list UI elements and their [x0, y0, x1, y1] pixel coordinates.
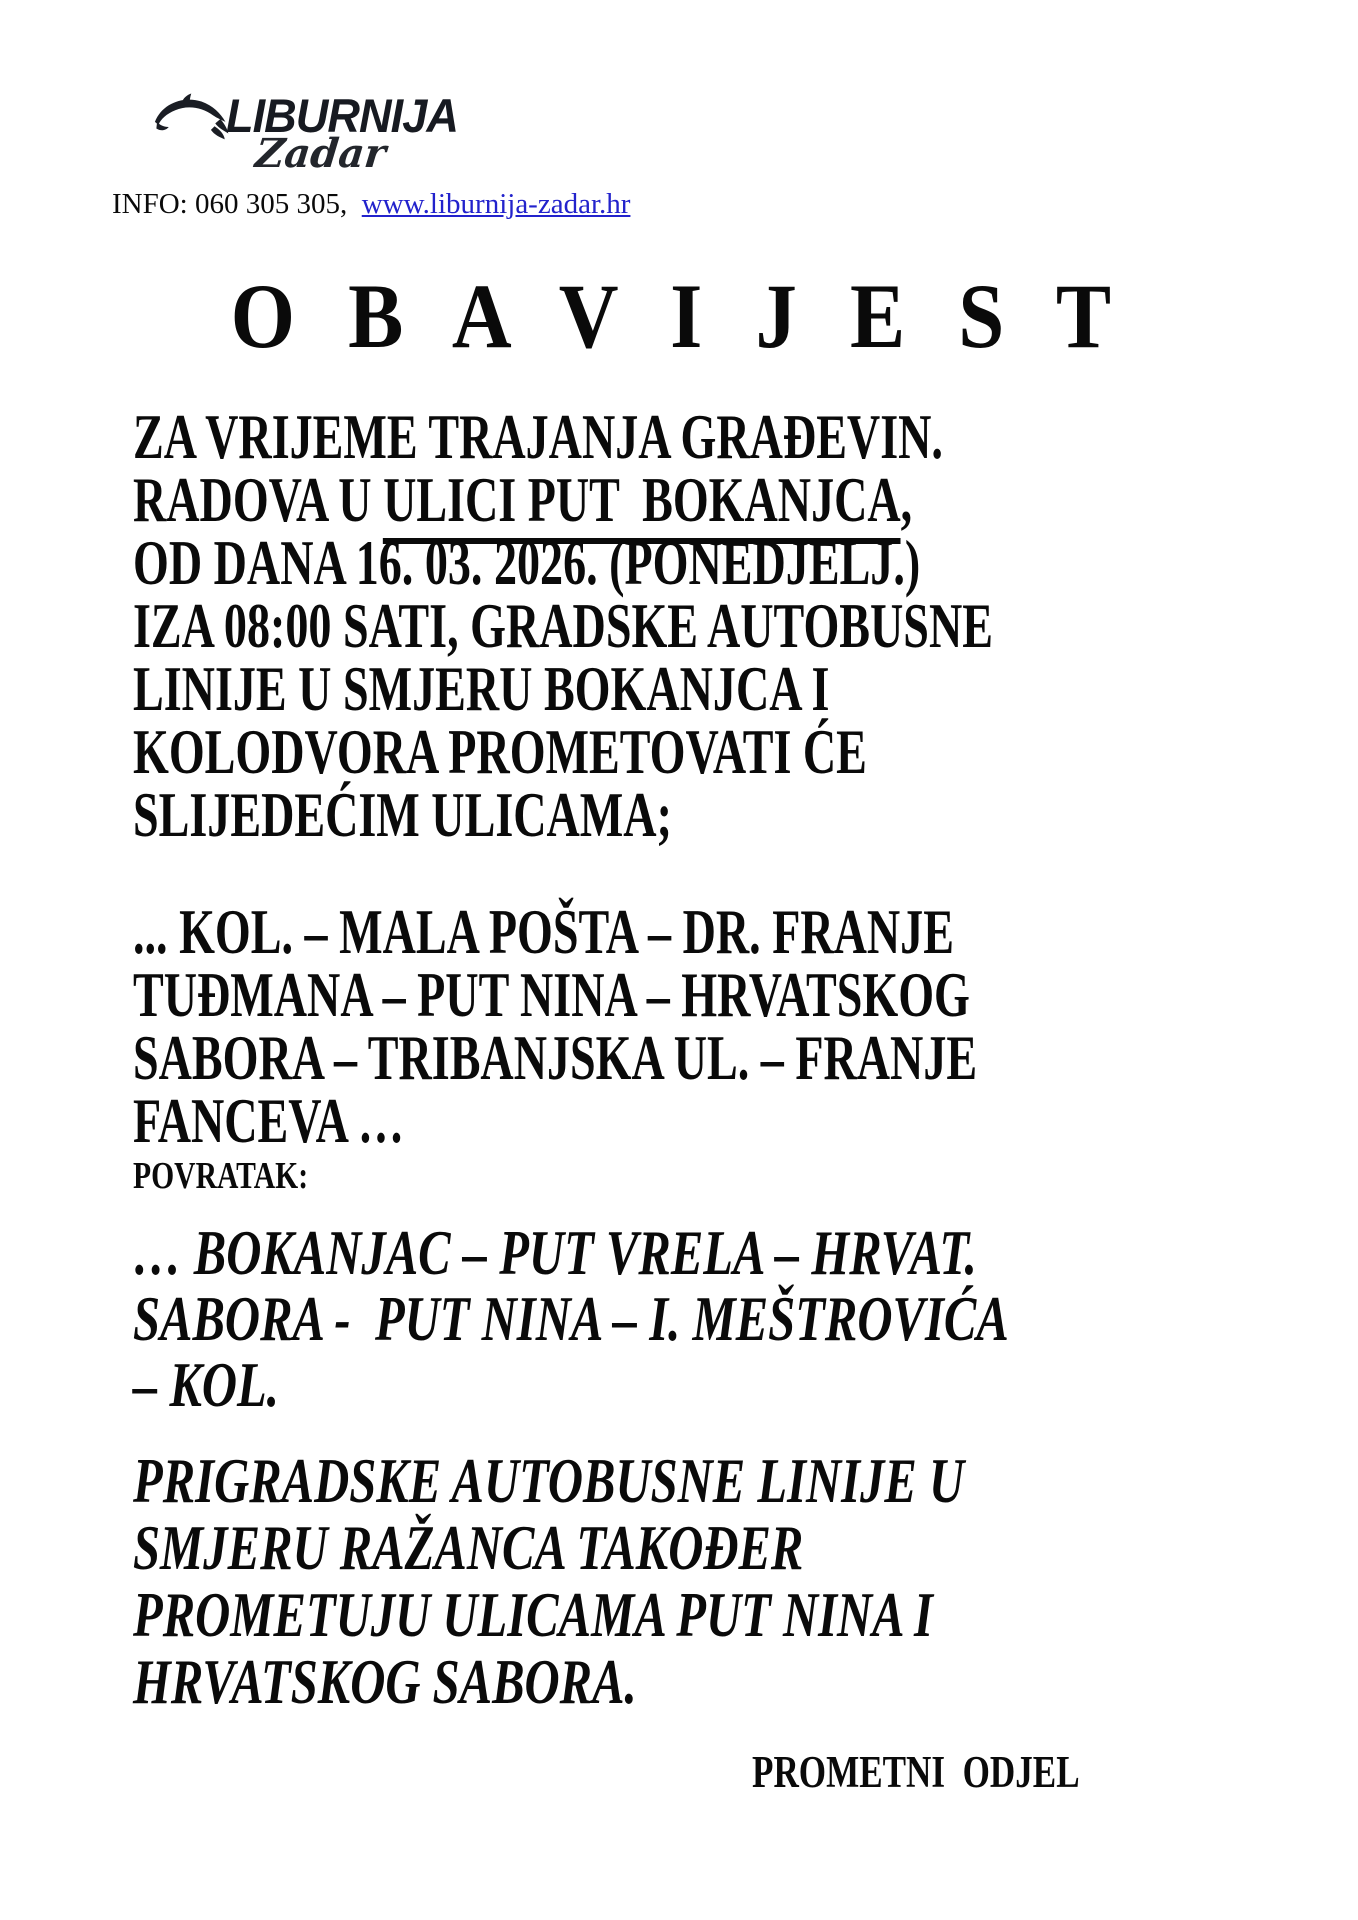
suburban-line: PROMETUJU ULICAMA PUT NINA I	[133, 1579, 933, 1650]
info-phone: INFO: 060 305 305,	[112, 188, 362, 220]
intro-line: KOLODVORA PROMETOVATI ĆE	[133, 716, 867, 787]
logo-brand-text: LIBURNIJA	[226, 89, 459, 142]
suburban-paragraph	[133, 1447, 1227, 1715]
street-name-underlined: ULICI PUT BOKANJCA	[383, 464, 901, 544]
page-title: O B A V I J E S T	[230, 265, 1128, 367]
intro-line: LINIJE U SMJERU BOKANJCA I	[133, 653, 830, 724]
intro-line2-post: ,	[900, 464, 913, 535]
suburban-line: SMJERU RAŽANCA TAKOĐER	[133, 1512, 804, 1583]
intro-line: IZA 08:00 SATI, GRADSKE AUTOBUSNE	[133, 590, 993, 661]
logo-city-text: Zadar	[253, 130, 389, 177]
route-return-line: SABORA - PUT NINA – I. MEŠTROVIĆA	[133, 1283, 1009, 1354]
route-outbound-line: ... KOL. – MALA POŠTA – DR. FRANJE	[133, 896, 954, 967]
suburban-line: HRVATSKOG SABORA.	[133, 1646, 637, 1717]
intro-line: ZA VRIJEME TRAJANJA GRAĐEVIN.	[133, 401, 943, 472]
route-outbound-paragraph	[133, 896, 1305, 1156]
intro-paragraph	[133, 401, 1327, 850]
route-return-line: … BOKANJAC – PUT VRELA – HRVAT.	[133, 1217, 977, 1288]
route-return-line: – KOL.	[133, 1349, 279, 1420]
route-outbound-line: TUĐMANA – PUT NINA – HRVATSKOG	[133, 959, 970, 1030]
route-outbound-line: FANCEVA …	[133, 1085, 404, 1156]
website-link[interactable]: www.liburnija-zadar.hr	[361, 188, 631, 220]
route-return-paragraph	[133, 1217, 1285, 1420]
intro-line2-pre: RADOVA U	[133, 464, 384, 535]
intro-line	[133, 464, 993, 535]
intro-line: SLIJEDEĆIM ULICAMA;	[133, 779, 672, 850]
route-outbound-line: SABORA – TRIBANJSKA UL. – FRANJE	[133, 1022, 978, 1093]
return-label: POVRATAK:	[133, 1155, 309, 1197]
info-line	[112, 188, 630, 221]
signature-department: PROMETNI ODJEL	[752, 1747, 1080, 1797]
dolphin-icon	[152, 90, 232, 148]
suburban-line: PRIGRADSKE AUTOBUSNE LINIJE U	[133, 1445, 965, 1516]
intro-line: OD DANA 16. 03. 2026. (PONEDJELJ.)	[133, 527, 921, 598]
